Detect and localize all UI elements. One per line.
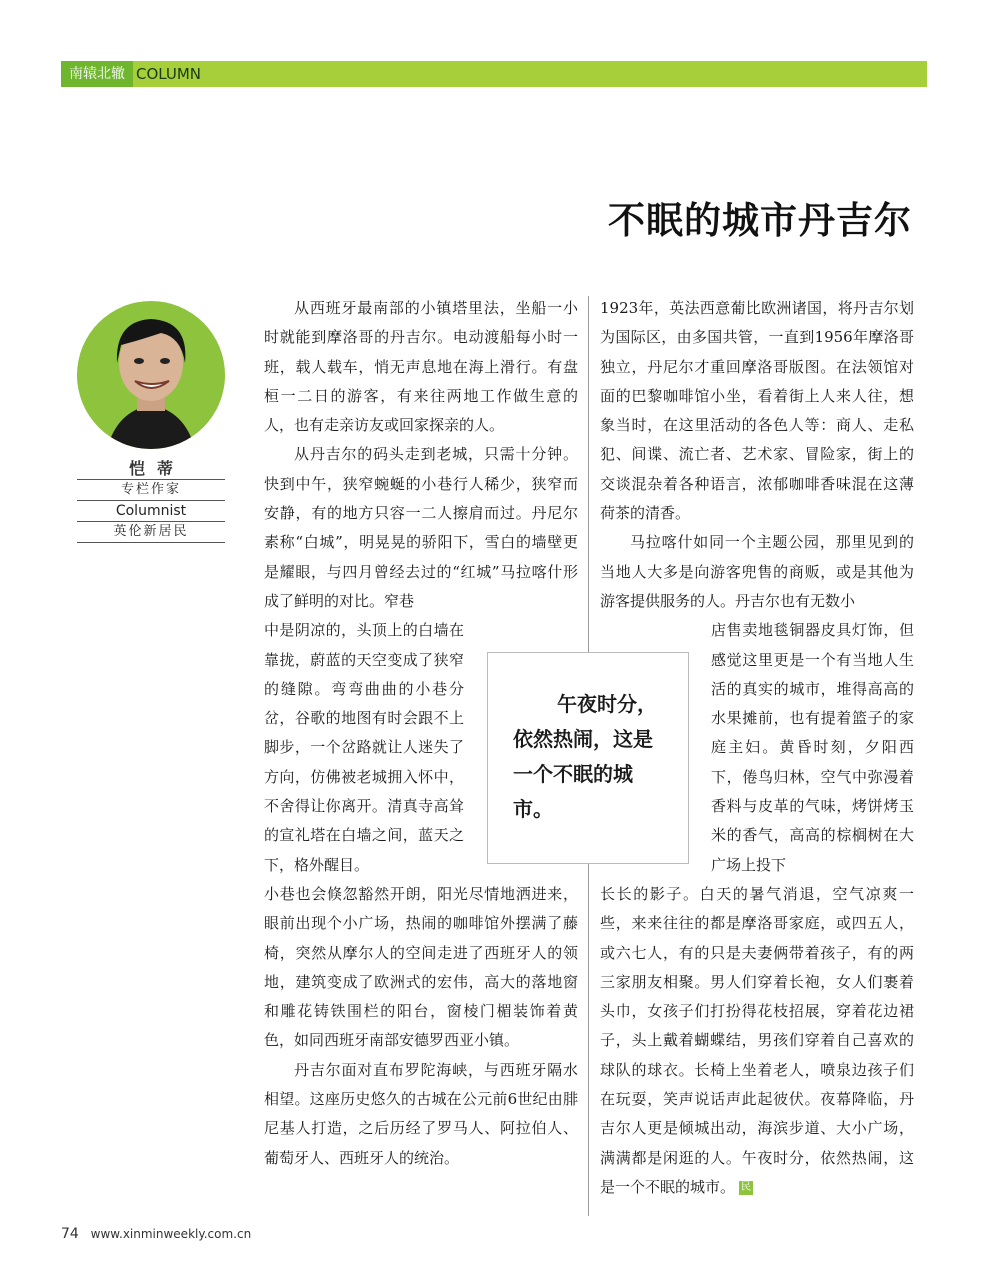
section-header-bar <box>61 61 927 87</box>
paragraph-continued <box>600 880 914 1202</box>
author-photo <box>77 301 225 449</box>
author-name: 恺蒂 <box>128 459 185 478</box>
author-role: 专栏作家 <box>77 479 225 500</box>
author-bio: 英伦新居民 <box>77 521 225 543</box>
paragraph: 从西班牙最南部的小镇塔里法，坐船一小时就能到摩洛哥的丹吉尔。电动渡船每小时一班，载人载车，悄无声息地在海上滑行。有盘桓一二日的游客，有来往两地工作做生意的人，也有走亲访友或回家探亲的人。 <box>264 299 578 435</box>
page-footer <box>61 1226 251 1242</box>
footer-url: www.xinminweekly.com.cn <box>90 1227 252 1241</box>
pull-quote <box>487 652 689 864</box>
paragraph-continued: 小巷也会倏忽豁然开朗，阳光尽情地洒进来，眼前出现个小广场，热闹的咖啡馆外摆满了藤椅，突然从摩尔人的空间走进了西班牙人的领地，建筑变成了欧洲式的宏伟，高大的落地窗和雕花铸铁围栏的阳台，窗棱门楣装饰着黄色，如同西班牙南部安德罗西亚小镇。 <box>264 884 578 1050</box>
paragraph: 马拉喀什如同一个主题公园，那里见到的当地人大多是向游客兜售的商贩，或是其他为游客提供服务的人。丹吉尔也有无数小 <box>600 533 914 610</box>
section-name: 南辕北辙 <box>61 61 133 87</box>
section-label: COLUMN <box>136 65 202 83</box>
article-title: 不眠的城市丹吉尔 <box>608 198 912 242</box>
paragraph: 丹吉尔面对直布罗陀海峡，与西班牙隔水相望。这座历史悠久的古城在公元前6世纪由腓尼基人打造，之后历经了罗马人、阿拉伯人、葡萄牙人、西班牙人的统治。 <box>264 1060 578 1167</box>
paragraph-wrap: 店售卖地毯铜器皮具灯饰，但感觉这里更是一个有当地人生活的真实的城市，堆得高高的水果摊前，也有提着篮子的家庭主妇。黄昏时刻，夕阳西下，倦鸟归林，空气中弥漫着香料与皮革的气味，烤饼烤玉米的香气，高高的棕榈树在大广场上投下 <box>711 621 914 874</box>
paragraph: 1923年，英法西意葡比欧洲诸国，将丹吉尔划为国际区，由多国共管，一直到1956年摩洛哥独立，丹尼尔才重回摩洛哥版图。在法领馆对面的巴黎咖啡馆小坐，看着街上人来人往，想象当时，在这里活动的各色人等：商人、走私犯、间谍、流亡者、艺术家、冒险家，街上的交谈混杂着各种语言，浓郁咖啡香味混在这薄荷茶的清香。 <box>600 299 914 523</box>
paragraph: 从丹吉尔的码头走到老城，只需十分钟。快到中午，狭窄蜿蜒的小巷行人稀少，狭窄而安静，有的地方只容一二人擦肩而过。丹尼尔素称“白城”，明晃晃的骄阳下，雪白的墙壁更是耀眼，与四月曾经去过的“红城”马拉喀什形成了鲜明的对比。窄巷 <box>264 445 578 610</box>
paragraph-text: 长长的影子。白天的暑气消退，空气凉爽一些，来来往往的都是摩洛哥家庭，或四五人，或六七人，有的只是夫妻俩带着孩子，有的两三家朋友相聚。男人们穿着长袍，女人们裹着头巾，女孩子们打扮得花枝招展，穿着花边裙子，头上戴着蝴蝶结，男孩们穿着自己喜欢的球队的球衣。长椅上坐着老人，喷泉边孩子们在玩耍，笑声说话声此起彼伏。夜幕降临，丹吉尔人更是倾城出动，海滨步道、大小广场，满满都是闲逛的人。午夜时分，依然热闹，这是一个不眠的城市。 <box>600 884 914 1196</box>
author-portrait-illustration <box>77 301 225 449</box>
end-mark-icon: 民 <box>741 1181 752 1193</box>
paragraph-wrap: 中是阴凉的，头顶上的白墙在靠拢，蔚蓝的天空变成了狭窄的缝隙。弯弯曲曲的小巷分岔，谷歌的地图有时会跟不上脚步，一个岔路就让人迷失了方向，仿佛被老城拥入怀中，不舍得让你离开。清真寺高耸的宣礼塔在白墙之间，蓝天之下，格外醒目。 <box>264 621 464 874</box>
author-info <box>77 456 225 543</box>
pull-quote-text: 午夜时分，依然热闹，这是一个不眠的城市。 <box>513 692 657 821</box>
page-number: 74 <box>61 1226 79 1242</box>
author-role-en: Columnist <box>77 500 225 521</box>
